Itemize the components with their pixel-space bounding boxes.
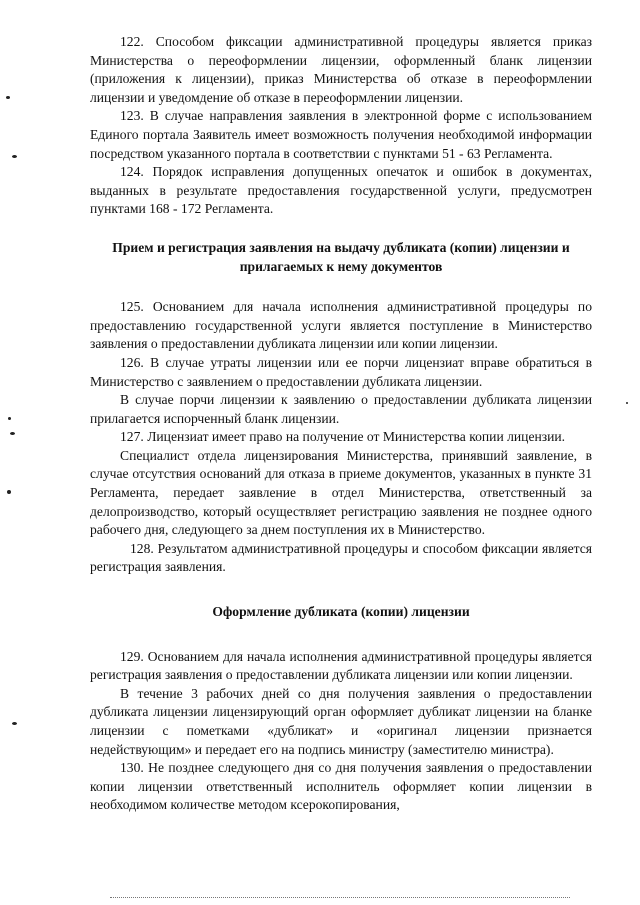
scan-speck: [10, 432, 15, 435]
paragraph-126: 126. В случае утраты лицензии или ее порчи лицензиат вправе обратиться в Министерство с заявлением о предоставлении дубликата лицензии.: [90, 354, 592, 389]
scan-speck: [8, 417, 11, 420]
scan-speck: [7, 490, 11, 494]
paragraph-128: 128. Результатом административной процедуры и способом фиксации является регистрация заявления.: [90, 540, 592, 575]
scan-speck: [626, 402, 628, 404]
paragraph-130: 130. Не позднее следующего дня со дня получения заявления о предоставлении копии лицензии ответственный исполнитель оформляет копии лицензии в необходимом количестве методом ксерокопирования,: [90, 760, 592, 813]
paragraph-125: 125. Основанием для начала исполнения административной процедуры по предоставлению государственной услуги является поступление в Министерство заявления о предоставлении дубликата лицензии или копии лицензии.: [90, 299, 592, 352]
paragraph-127: 127. Лицензиат имеет право на получение от Министерства копии лицензии.: [120, 429, 566, 445]
paragraph-123: 123. В случае направления заявления в электронной форме с использованием Единого портала Заявитель имеет возможность получения необходимой информации посредством указанного портала в соответствии с пунктами 51 - 63 Регламента.: [90, 108, 592, 161]
scan-edge-line: [110, 897, 570, 898]
paragraph-126-continued: В случае порчи лицензии к заявлению о предоставлении дубликата лицензии прилагается испорченный бланк лицензии.: [90, 392, 592, 426]
paragraph-124: 124. Порядок исправления допущенных опечаток и ошибок в документах, выданных в результате предоставления государственной услуги, предусмотрен пунктами 168 - 172 Регламента.: [90, 164, 592, 217]
scan-speck: [12, 722, 17, 725]
paragraph-129-continued: В течение 3 рабочих дней со дня получения заявления о предоставлении дубликата лицензии лицензирующий орган оформляет дубликат лицензии на бланке лицензии с пометками «дубликат» и «оригинал лицензии признается недействующим» и передает его на подпись министру (заместителю министра).: [90, 685, 592, 757]
paragraph-122: 122. Способом фиксации административной процедуры является приказ Министерства о переоформлении лицензии, оформленный бланк лицензии (приложения к лицензии), приказ Министерства об отказе в переоформлении лицензии и уведомдение об отказе в переоформлении лицензии.: [90, 34, 592, 105]
paragraph-127-continued: Специалист отдела лицензирования Министерства, принявший заявление, в случае отсутствия оснований для отказа в приеме документов, указанных в пункте 31 Регламента, передает заявление в отдел Министерства, ответственный за делопроизводство, который осуществляет регистрацию заявления не позднее одного рабочего дня, следующего за днем поступления их в Министерство.: [90, 447, 592, 538]
document-body: [90, 33, 592, 815]
section-heading-duplicate: Оформление дубликата (копии) лицензии: [212, 604, 470, 620]
paragraph-129: 129. Основанием для начала исполнения административной процедуры является регистрация заявления о предоставлении дубликата лицензии или копии лицензии.: [90, 648, 592, 683]
section-heading-reception: Прием и регистрация заявления на выдачу дубликата (копии) лицензии и прилагаемых к нему документов: [112, 239, 570, 274]
scan-speck: [6, 96, 10, 99]
scan-speck: [12, 155, 17, 158]
